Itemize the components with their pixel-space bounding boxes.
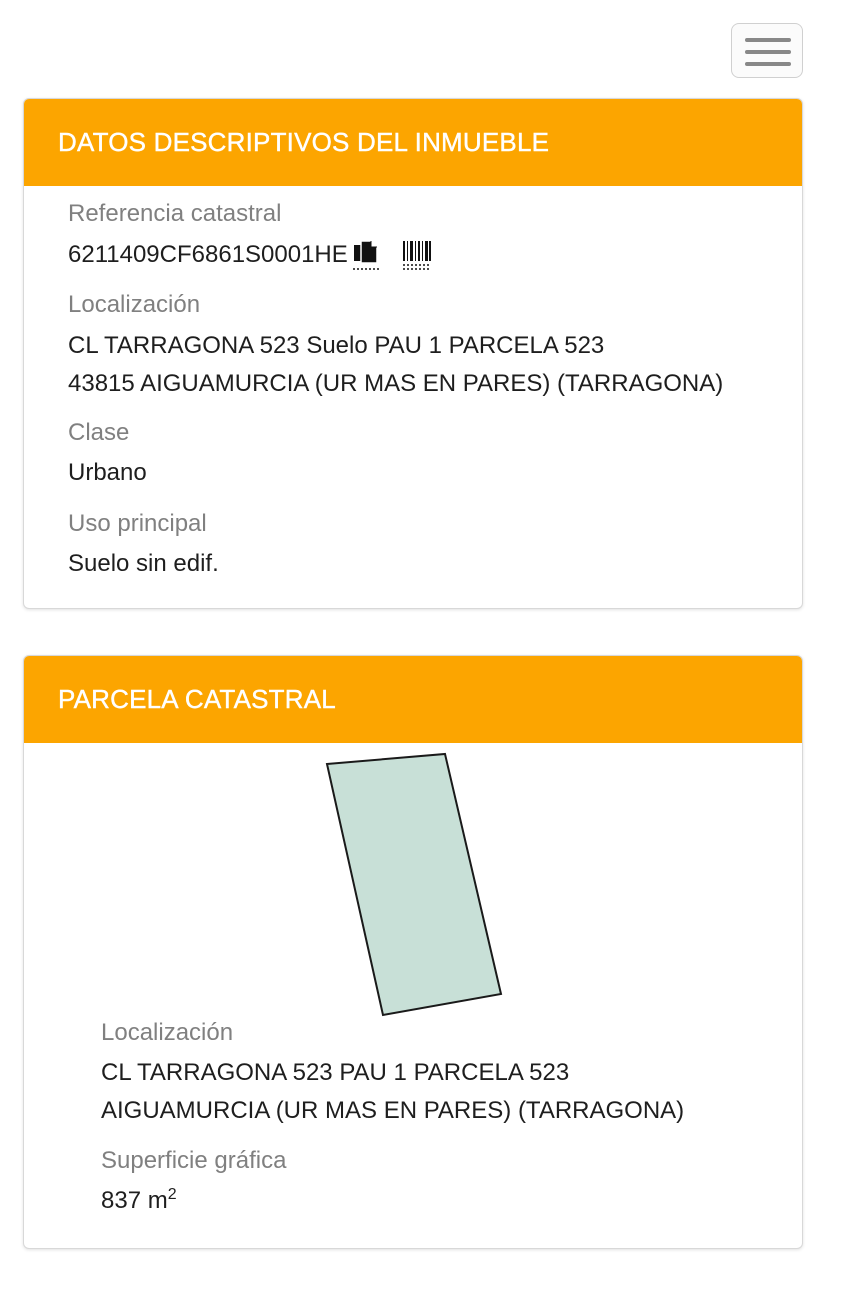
parcel-map xyxy=(324,751,529,1021)
hamburger-menu-icon-bar xyxy=(745,62,791,66)
clase-value: Urbano xyxy=(68,459,147,486)
localizacion-label: Localización xyxy=(68,291,201,318)
menu-button[interactable] xyxy=(731,23,803,78)
localizacion-line-2: 43815 AIGUAMURCIA (UR MAS EN PARES) (TARRAGONA) xyxy=(68,370,724,397)
barcode-icon[interactable] xyxy=(402,239,432,271)
referencia-catastral-label: Referencia catastral xyxy=(68,200,282,227)
superficie-value-text: 837 m xyxy=(101,1187,168,1214)
referencia-catastral-value: 6211409CF6861S0001HE xyxy=(68,241,348,268)
hamburger-menu-icon xyxy=(745,38,791,42)
datos-descriptivos-heading: DATOS DESCRIPTIVOS DEL INMUEBLE xyxy=(24,99,802,186)
datos-descriptivos-panel xyxy=(23,98,803,609)
referencia-catastral-row xyxy=(68,238,432,272)
parcela-catastral-panel xyxy=(23,655,803,1249)
localizacion-line-1: CL TARRAGONA 523 Suelo PAU 1 PARCELA 523 xyxy=(68,332,605,359)
uso-principal-value: Suelo sin edif. xyxy=(68,550,219,577)
parcela-catastral-heading: PARCELA CATASTRAL xyxy=(24,656,802,743)
clase-label: Clase xyxy=(68,419,130,446)
parcela-localizacion-line-1: CL TARRAGONA 523 PAU 1 PARCELA 523 xyxy=(101,1059,570,1086)
hamburger-menu-icon-bar xyxy=(745,50,791,54)
superficie-grafica-label: Superficie gráfica xyxy=(101,1147,287,1174)
parcela-localizacion-label: Localización xyxy=(101,1019,234,1046)
copy-document-icon[interactable] xyxy=(352,239,380,271)
superficie-unit-exponent: 2 xyxy=(167,1186,177,1203)
superficie-grafica-value xyxy=(101,1186,177,1215)
parcela-localizacion-line-2: AIGUAMURCIA (UR MAS EN PARES) (TARRAGONA) xyxy=(101,1097,685,1124)
parcel-shape xyxy=(327,754,501,1015)
uso-principal-label: Uso principal xyxy=(68,510,207,537)
